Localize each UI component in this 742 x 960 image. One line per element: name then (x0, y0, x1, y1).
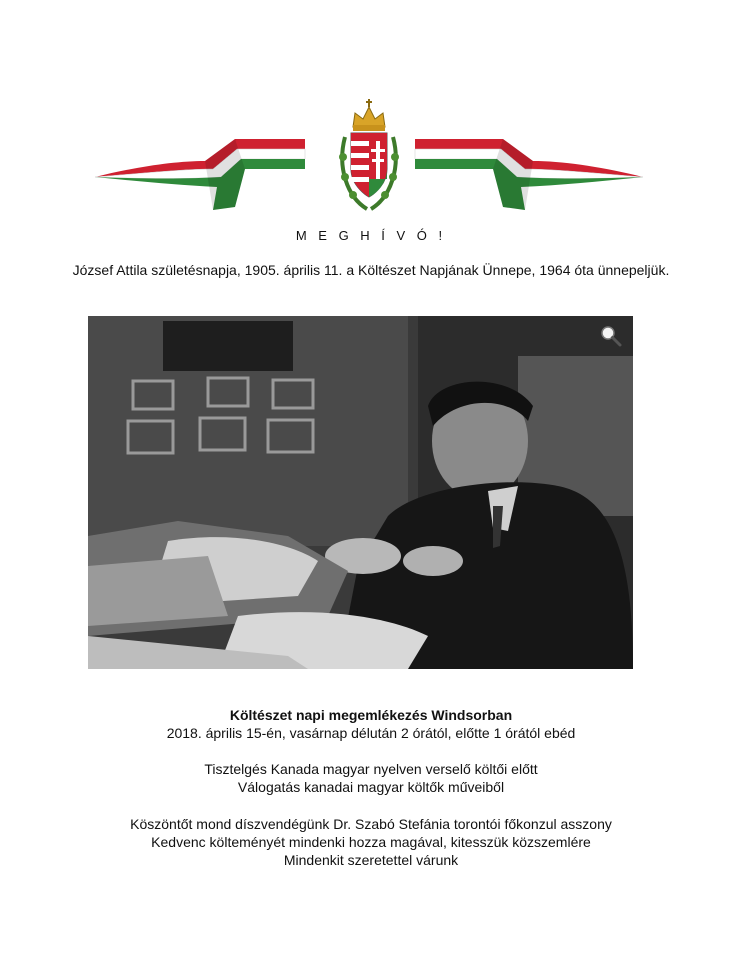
poet-photograph (88, 316, 633, 669)
event-note-line-2: Kedvenc költeményét mindenki hozza magával, kitesszük közszemlére (151, 834, 591, 850)
hungarian-flag-ribbon-banner (95, 95, 643, 220)
event-notes (0, 815, 742, 869)
event-program-line-1: Tisztelgés Kanada magyar nyelven verselő költői előtt (204, 761, 538, 777)
event-heading: Költészet napi megemlékezés Windsorban (229, 707, 513, 723)
right-ribbon (415, 139, 643, 210)
event-program-line-2: Válogatás kanadai magyar költők műveiből (237, 779, 505, 795)
event-note-line-3: Mindenkit szeretettel várunk (283, 852, 459, 868)
invitation-subtitle: József Attila születésnapja, 1905. április 11. a Költészet Napjának Ünnepe, 1964 óta ünnepeljük. (72, 262, 670, 278)
event-note-line-1: Köszöntőt mond díszvendégünk Dr. Szabó Stefánia torontói főkonzul asszony (130, 816, 612, 832)
magnifier-icon[interactable] (599, 324, 623, 348)
event-program (0, 760, 742, 796)
invitation-title: M E G H Í V Ó ! (295, 228, 447, 243)
event-date: 2018. április 15-én, vasárnap délután 2 órától, előtte 1 órától ebéd (166, 725, 576, 741)
left-ribbon (95, 139, 305, 210)
hungarian-coat-of-arms (339, 99, 399, 209)
event-details (0, 706, 742, 742)
